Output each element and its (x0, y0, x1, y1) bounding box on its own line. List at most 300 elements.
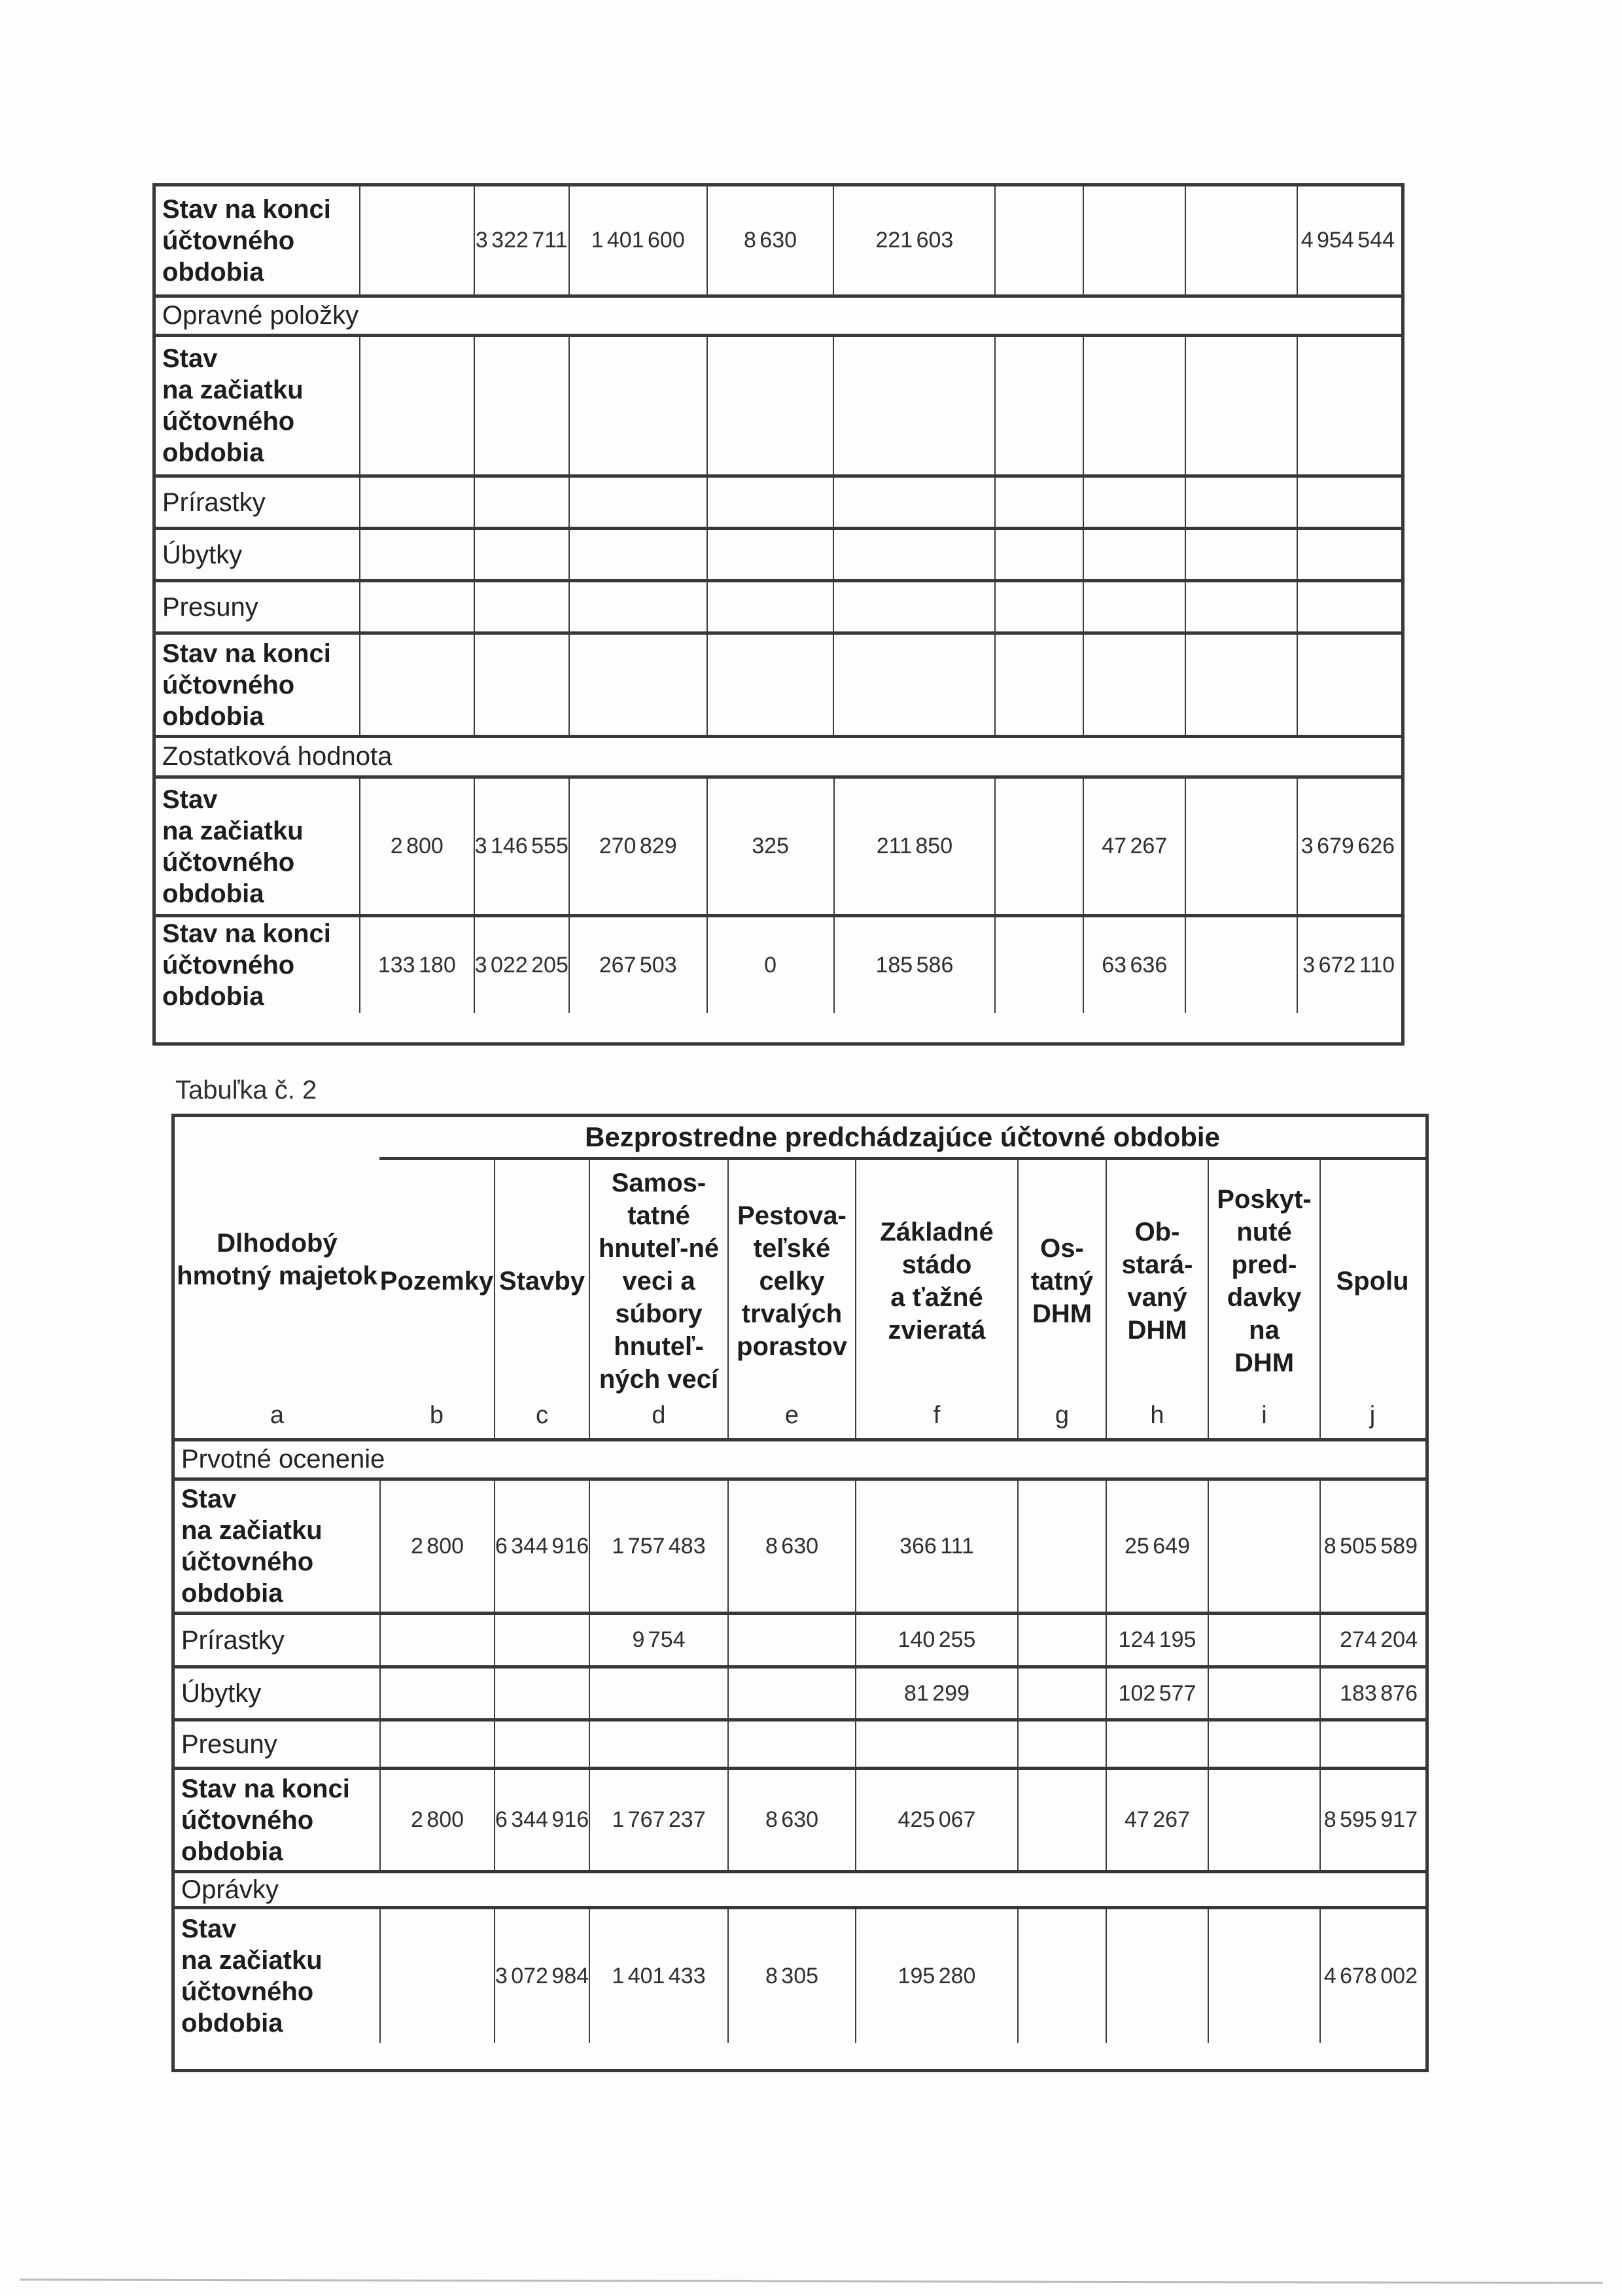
value-cell (855, 1669, 1017, 1718)
data-row (156, 186, 1401, 294)
header-line: Pozemky (379, 1266, 494, 1296)
header-line: Základné (880, 1217, 994, 1246)
value-cell (1297, 779, 1401, 914)
column-header-f (855, 1160, 1017, 1438)
cell-value: 2 800 (410, 1533, 464, 1559)
cell-value: 270 829 (599, 834, 677, 858)
value-cell (1319, 1481, 1424, 1612)
value-cell (589, 1770, 727, 1870)
value-cell (1185, 530, 1297, 579)
row-label (156, 635, 359, 735)
row-label (156, 530, 359, 579)
header-line: Ob- (1134, 1217, 1180, 1246)
label-line: Stav na konci (181, 1774, 350, 1803)
cell-value: 8 630 (743, 228, 797, 253)
value-cell (1106, 1909, 1208, 2043)
value-cell (1208, 1722, 1319, 1767)
value-cell (589, 1722, 727, 1767)
value-cell (589, 1481, 727, 1612)
cell-value: 183 876 (1340, 1680, 1418, 1706)
cell-value: 8 630 (765, 1533, 819, 1559)
cell-value: 9 754 (632, 1627, 686, 1652)
value-cell (494, 1669, 589, 1718)
section-label: Oprávky (181, 1875, 279, 1904)
table1-current-period (152, 183, 1405, 1046)
cell-value: 1 401 600 (591, 228, 685, 253)
row-label (175, 1669, 379, 1718)
value-cell (589, 1615, 727, 1665)
table2-caption: Tabuľka č. 2 (175, 1076, 317, 1104)
column-header-text (1209, 1160, 1319, 1402)
row-label (175, 1615, 379, 1665)
value-cell (707, 530, 833, 579)
data-row (156, 527, 1401, 579)
cell-value: 3 146 555 (474, 834, 568, 858)
header-line: Stavby (498, 1266, 585, 1296)
header-line: Spolu (1336, 1266, 1409, 1296)
value-cell (1297, 530, 1401, 579)
label-line: účtovného (162, 226, 295, 255)
cell-value: 6 344 916 (495, 1533, 589, 1559)
value-cell (1297, 478, 1401, 527)
label-line: Prírastky (181, 1625, 285, 1655)
label-line: obdobia (162, 438, 264, 467)
value-cell (707, 478, 833, 527)
value-cell (1185, 337, 1297, 474)
cell-value: 185 586 (875, 952, 954, 978)
value-cell (359, 478, 474, 527)
label-line: obdobia (181, 2009, 283, 2038)
data-row (156, 474, 1401, 527)
header-line: tatné (627, 1201, 690, 1230)
value-cell (994, 337, 1083, 474)
cell-value: 8 305 (765, 1963, 819, 1988)
value-cell (833, 478, 994, 527)
value-cell (1083, 582, 1185, 631)
cell-value: 47 267 (1125, 1807, 1190, 1832)
header-line: ných vecí (599, 1364, 719, 1394)
value-cell (1017, 1722, 1106, 1767)
cell-value: 8 505 589 (1323, 1533, 1418, 1559)
label-line: účtovného (181, 1547, 314, 1576)
value-cell (1106, 1481, 1208, 1612)
row-label (156, 478, 359, 527)
cell-value: 124 195 (1118, 1627, 1196, 1652)
value-cell (1083, 186, 1185, 294)
label-line: obdobia (162, 879, 264, 908)
value-cell (994, 186, 1083, 294)
value-cell (379, 1481, 494, 1612)
cell-value: 2 800 (390, 834, 444, 858)
value-cell (833, 186, 994, 294)
column-letter: e (784, 1402, 799, 1429)
cell-value: 81 299 (904, 1680, 969, 1706)
column-header-text (1107, 1160, 1208, 1402)
value-cell (1083, 779, 1185, 914)
column-header-text (729, 1160, 855, 1402)
value-cell (359, 337, 474, 474)
column-letter: g (1055, 1402, 1070, 1429)
value-cell (1208, 1770, 1319, 1870)
column-header-text (856, 1160, 1017, 1402)
cell-value: 267 503 (599, 952, 677, 978)
value-cell (855, 1481, 1017, 1612)
header-line: trvalých (741, 1299, 843, 1328)
data-row (175, 1906, 1425, 2043)
column-header-i (1208, 1160, 1319, 1438)
value-cell (707, 917, 833, 1013)
value-cell (1017, 1481, 1106, 1612)
value-cell (474, 779, 568, 914)
header-line: veci a (622, 1266, 695, 1296)
column-header-h (1106, 1160, 1208, 1438)
label-line: Stav (181, 1915, 237, 1943)
value-cell (568, 478, 707, 527)
section-label: Zostatková hodnota (162, 742, 393, 771)
label-line: účtovného (162, 847, 295, 877)
column-letter: d (652, 1402, 666, 1429)
row-label (156, 337, 359, 474)
value-cell (568, 635, 707, 735)
value-cell (1106, 1669, 1208, 1718)
value-cell (1106, 1722, 1208, 1767)
value-cell (994, 635, 1083, 735)
value-cell (1297, 635, 1401, 735)
cell-value: 6 344 916 (495, 1807, 589, 1832)
row-label (175, 1909, 379, 2043)
value-cell (568, 337, 707, 474)
value-cell (1017, 1615, 1106, 1665)
column-letter: i (1261, 1402, 1267, 1429)
value-cell (474, 478, 568, 527)
value-cell (994, 530, 1083, 579)
data-row (156, 631, 1401, 735)
value-cell (833, 635, 994, 735)
column-letter: h (1150, 1402, 1164, 1429)
value-cell (1083, 478, 1185, 527)
data-row (156, 334, 1401, 474)
value-cell (727, 1722, 855, 1767)
period-banner (379, 1117, 1425, 1160)
label-line: na začiatku (162, 376, 304, 404)
header-line: na (1249, 1315, 1280, 1345)
cell-value: 4 678 002 (1323, 1963, 1418, 1988)
label-line: Stav (181, 1485, 237, 1513)
value-cell (727, 1481, 855, 1612)
table2-header-right (379, 1117, 1425, 1438)
column-header-a (175, 1117, 379, 1438)
value-cell (359, 635, 474, 735)
cell-value: 325 (752, 834, 789, 858)
value-cell (1208, 1615, 1319, 1665)
value-cell (1297, 582, 1401, 631)
value-cell (1319, 1722, 1424, 1767)
cell-value: 102 577 (1118, 1680, 1196, 1706)
label-line: účtovného (162, 670, 295, 699)
value-cell (474, 917, 568, 1013)
value-cell (379, 1669, 494, 1718)
cell-value: 274 204 (1340, 1627, 1418, 1652)
column-letter: f (933, 1402, 941, 1429)
header-line: Samos- (611, 1168, 707, 1197)
value-cell (1083, 917, 1185, 1013)
label-line: účtovného (181, 1805, 314, 1835)
label-line: účtovného (162, 407, 295, 436)
value-cell (855, 1722, 1017, 1767)
cell-value: 195 280 (898, 1963, 976, 1988)
value-cell (1017, 1909, 1106, 2043)
value-cell (1297, 337, 1401, 474)
value-cell (994, 917, 1083, 1013)
value-cell (707, 337, 833, 474)
value-cell (994, 582, 1083, 631)
value-cell (1319, 1909, 1424, 2043)
cell-value: 63 636 (1102, 952, 1168, 978)
section-label: Prvotné ocenenie (181, 1445, 385, 1474)
value-cell (1106, 1615, 1208, 1665)
value-cell (1297, 917, 1401, 1013)
value-cell (474, 337, 568, 474)
column-header-b (379, 1160, 494, 1438)
header-line: DHM (1032, 1299, 1092, 1328)
value-cell (833, 779, 995, 914)
section-row (175, 1438, 1425, 1477)
column-header-j (1319, 1160, 1424, 1438)
header-line: davky (1227, 1282, 1302, 1312)
data-row (175, 1477, 1425, 1612)
column-header-text (1321, 1160, 1424, 1402)
value-cell (379, 1615, 494, 1665)
value-cell (1185, 582, 1297, 631)
cell-value: 25 649 (1125, 1533, 1190, 1559)
cell-value: 425 067 (898, 1807, 976, 1832)
value-cell (1185, 478, 1297, 527)
value-cell (494, 1770, 589, 1870)
value-cell (833, 582, 994, 631)
data-row (156, 914, 1401, 1013)
cell-value: 133 180 (377, 952, 456, 978)
cell-value: 8 630 (765, 1807, 819, 1832)
value-cell (833, 530, 994, 579)
label-line: účtovného (181, 1977, 314, 2006)
value-cell (359, 779, 474, 914)
header-line: teľské (753, 1233, 831, 1263)
value-cell (727, 1770, 855, 1870)
scan-artifact-line (20, 2278, 1603, 2284)
row-label (175, 1481, 379, 1612)
label-line: Stav na konci (162, 639, 331, 668)
data-row (156, 775, 1401, 914)
table2-header-cells (379, 1160, 1425, 1438)
section-row (156, 735, 1401, 775)
header-line: hmotný majetok (177, 1261, 377, 1290)
value-cell (568, 186, 707, 294)
row-label (175, 1722, 379, 1767)
label-line: na začiatku (181, 1516, 323, 1545)
row-label (175, 1770, 379, 1870)
value-cell (379, 1770, 494, 1870)
value-cell (855, 1909, 1017, 2043)
value-cell (359, 917, 474, 1013)
cell-value: 4 954 544 (1300, 228, 1395, 253)
value-cell (1208, 1481, 1319, 1612)
value-cell (494, 1909, 589, 2043)
cell-value: 1 767 237 (612, 1807, 706, 1832)
value-cell (1185, 186, 1297, 294)
value-cell (568, 779, 707, 914)
value-cell (1106, 1770, 1208, 1870)
value-cell (1319, 1669, 1424, 1718)
value-cell (494, 1722, 589, 1767)
table2-previous-period (171, 1114, 1429, 2072)
value-cell (1083, 337, 1185, 474)
table2-header (175, 1117, 1425, 1438)
value-cell (474, 186, 568, 294)
label-line: účtovného (162, 951, 295, 980)
cell-value: 3 322 711 (475, 228, 568, 253)
value-cell (359, 186, 474, 294)
value-cell (727, 1669, 855, 1718)
column-letter: j (1369, 1402, 1376, 1429)
value-cell (1297, 186, 1401, 294)
section-row (175, 1870, 1425, 1906)
value-cell (1208, 1669, 1319, 1718)
value-cell (1185, 779, 1297, 914)
value-cell (707, 186, 833, 294)
cell-value: 3 679 626 (1300, 834, 1395, 858)
value-cell (359, 530, 474, 579)
value-cell (727, 1615, 855, 1665)
value-cell (855, 1615, 1017, 1665)
value-cell (1319, 1770, 1424, 1870)
column-header-text (495, 1160, 589, 1402)
value-cell (727, 1909, 855, 2043)
cell-value: 1 401 433 (612, 1963, 706, 1988)
header-line: súbory (615, 1299, 703, 1328)
value-cell (379, 1722, 494, 1767)
column-header-text (175, 1117, 379, 1402)
label-line: obdobia (181, 1579, 283, 1608)
cell-value: 211 850 (876, 834, 953, 858)
row-label (156, 779, 359, 914)
label-line: na začiatku (181, 1946, 323, 1975)
value-cell (1083, 530, 1185, 579)
section-row (156, 294, 1401, 334)
value-cell (589, 1909, 727, 2043)
column-header-text (1019, 1160, 1106, 1402)
label-line: Stav (162, 344, 218, 373)
header-line: celky (759, 1266, 825, 1296)
cell-value: 140 255 (898, 1627, 976, 1652)
header-line: Dlhodobý (217, 1228, 338, 1258)
header-line: porastov (737, 1332, 847, 1361)
value-cell (474, 635, 568, 735)
label-line: obdobia (162, 701, 264, 731)
header-line: stará- (1121, 1250, 1193, 1279)
label-line: Stav na konci (162, 919, 331, 948)
cell-value: 8 595 917 (1323, 1807, 1418, 1832)
label-line: Úbytky (162, 540, 243, 569)
data-row (175, 1665, 1425, 1718)
value-cell (474, 530, 568, 579)
value-cell (1185, 917, 1297, 1013)
data-row (175, 1767, 1425, 1870)
column-header-d (589, 1160, 727, 1438)
value-cell (568, 582, 707, 631)
header-line: stádo (901, 1250, 972, 1279)
column-letter: a (270, 1402, 285, 1429)
value-cell (474, 582, 568, 631)
column-header-e (727, 1160, 855, 1438)
section-label: Opravné položky (162, 301, 359, 330)
label-line: na začiatku (162, 816, 304, 845)
cell-value: 3 022 205 (474, 952, 568, 978)
label-line: Prírastky (162, 487, 266, 517)
value-cell (855, 1770, 1017, 1870)
value-cell (833, 917, 995, 1013)
value-cell (707, 779, 833, 914)
header-line: tatný (1030, 1266, 1094, 1296)
cell-value: 0 (764, 952, 777, 978)
cell-value: 2 800 (410, 1807, 464, 1832)
label-line: obdobia (181, 1837, 283, 1866)
cell-value: 47 267 (1102, 834, 1168, 858)
value-cell (1083, 635, 1185, 735)
header-line: a ťažné (890, 1282, 983, 1312)
data-row (156, 579, 1401, 631)
row-label (156, 917, 359, 1013)
label-line: Úbytky (181, 1679, 262, 1708)
row-label (156, 582, 359, 631)
value-cell (994, 478, 1083, 527)
label-line: Presuny (162, 592, 258, 622)
value-cell (494, 1481, 589, 1612)
value-cell (359, 582, 474, 631)
value-cell (707, 635, 833, 735)
header-line: pred- (1231, 1250, 1297, 1279)
cell-value: 1 757 483 (612, 1533, 706, 1559)
value-cell (494, 1615, 589, 1665)
value-cell (568, 530, 707, 579)
value-cell (1208, 1909, 1319, 2043)
column-letter: b (429, 1402, 444, 1429)
value-cell (1017, 1669, 1106, 1718)
header-line: DHM (1127, 1315, 1187, 1345)
column-header-text (590, 1160, 727, 1402)
header-line: nuté (1236, 1217, 1292, 1246)
value-cell (1319, 1615, 1424, 1665)
header-line: Poskyt- (1217, 1184, 1312, 1214)
column-header-c (494, 1160, 589, 1438)
header-line: Pestova- (737, 1201, 846, 1230)
row-label (156, 186, 359, 294)
column-letter: c (536, 1402, 548, 1429)
label-line: Presuny (181, 1729, 277, 1759)
period-banner-label: Bezprostredne predchádzajúce účtovné obdobie (585, 1121, 1220, 1152)
cell-value: 3 072 984 (495, 1963, 589, 1988)
value-cell (1185, 635, 1297, 735)
label-line: obdobia (162, 257, 264, 287)
column-header-text (379, 1160, 494, 1402)
value-cell (994, 779, 1083, 914)
data-row (175, 1612, 1425, 1665)
header-line: hnuteľ- (614, 1332, 704, 1361)
value-cell (1017, 1770, 1106, 1870)
header-line: Os- (1040, 1233, 1084, 1263)
value-cell (568, 917, 707, 1013)
cell-value: 366 111 (899, 1533, 974, 1559)
data-row (175, 1718, 1425, 1767)
